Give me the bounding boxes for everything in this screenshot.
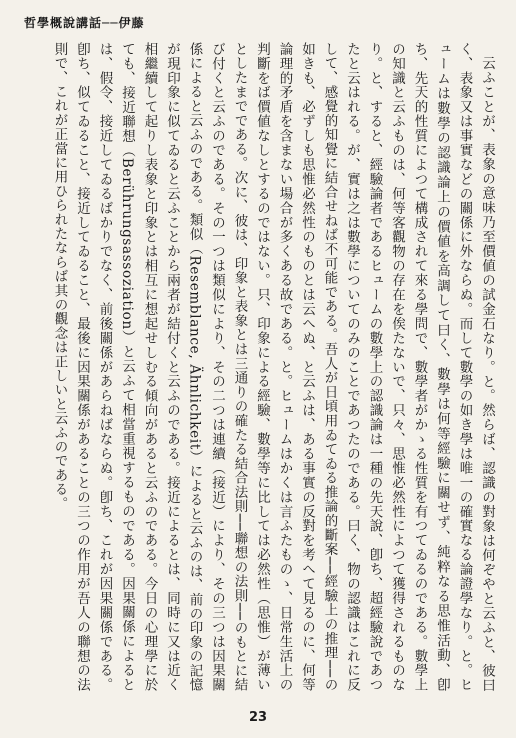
running-head: 哲學概說講話──伊藤 [24, 16, 145, 30]
page-number: 23 [248, 710, 268, 725]
body-paragraph: 云ふことが、表象の意味乃至價値の試金石なり。と。然らば、認識の對象は何ぞやと云ふと、彼曰く、表象又は事實などの關係に外ならぬ。而して數學の如き學は唯一の確實なる論證學なり。と。ヒュームは數學の認識論上の價値を高調して曰く、數學は何等經驗に關せず、純粹なる思惟活動、卽ち、先天的性質によつて構成されて來る學問で、數學者がかゝる性質を有つてゐるのである。數學上の知識と云ふものは、何等客觀物の存在を俟たないで、只々、思惟必然性によつて獲得されるものなり。と、すると、經驗論者であるヒュームの數學上の認識論は一種の先天說、卽ち、超經驗說であつたと云はれる。が、實は之は數學についてのみのことであつたのである。曰く、物の認識はこれに反して、感覺的知覺に結合せねば不可能である。吾人が日頃用ゐてゐる推論的斷案──經驗上の推理──の如きも、必ずしも思惟必然性のものとは云へぬ、と云ふは、ある事實の反對を考へて見るのに、何等論理的矛盾を含まない場合が多くある故である。と。ヒュームはかくは言ふたものゝ、日常生活上の判斷をば價値なしとするのではない。只、印象による經驗、數學等に比しては必然性（思惟）が薄いとしたまでである。次に、彼は、印象と表象とは三通りの確たる結合法則──聯想の法則──のもとに結び付くと云ふのである。その一つは類似により、その二つは連續（接近）により、その三つは因果關係によると云ふのである。類似（Resemblance, Ähnlichkeit）によると云ふのは、前の印象の記憶が現印象に似てゐると云ふことから兩者が結付くと云ふのである。接近によるとは、同時に又は近く相繼續して起りし表象と印象とは相互に想起せしむる傾向があると云ふのである。今日の心理學に於ても、接近聯想（Berührungsassoziation）と云ふて相當重視するものである。因果關係によるとは、假令、接近してゐるばかりでなく、前後關係があらねばならぬ。卽ち、これが因果關係である。卽ち、似てゐること、接近してゐること、最後に因果關係があることの三つの作用が吾人の聯想の法則で、これが正當に用ひられたならば其の觀念は正しいと云ふのである。 [51, 42, 495, 692]
body-text [18, 42, 498, 692]
